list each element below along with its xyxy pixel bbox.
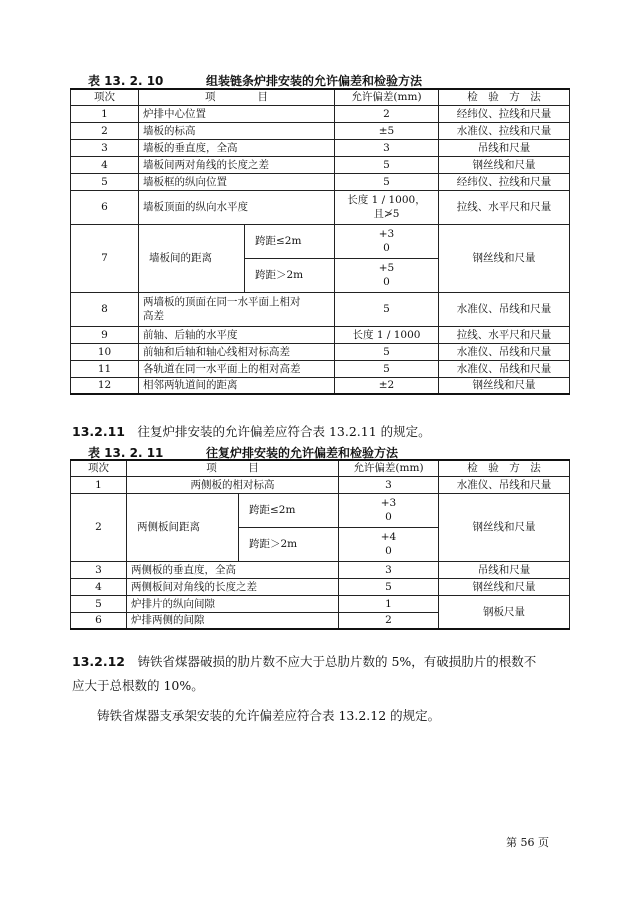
table2-header-item: 项 目	[127, 460, 339, 476]
table2-header-no: 项次	[71, 460, 127, 476]
table1-title: 组装链条炉排安装的允许偏差和检验方法	[206, 74, 423, 88]
row-item: 炉排片的纵向间隙	[127, 595, 339, 612]
row-tolerance: 5	[335, 156, 439, 173]
row-method: 钢丝线和尺量	[439, 156, 570, 173]
row-tolerance: 3	[339, 476, 439, 493]
table-row	[71, 476, 570, 493]
table-row	[71, 578, 570, 595]
row-no: 3	[71, 561, 127, 578]
clause-text: 铸铁省煤器破损的肋片数不应大于总肋片数的 5%，有破损肋片的根数不	[125, 654, 537, 669]
item-line: 高差	[143, 310, 164, 322]
table-row	[71, 105, 570, 122]
table1	[70, 88, 570, 395]
table-row	[71, 493, 570, 527]
table-row	[71, 292, 570, 326]
clause-13-2-11	[72, 420, 572, 444]
row-tolerance: 5	[335, 360, 439, 377]
row-tolerance	[335, 190, 439, 224]
row-method: 水准仪、吊线和尺量	[439, 476, 570, 493]
row-item: 炉排两侧的间隙	[127, 612, 339, 629]
row-method: 钢丝线和尺量	[439, 493, 570, 561]
tolerance-line: 且≯5	[373, 208, 400, 220]
row-item: 墙板的垂直度，全高	[139, 139, 335, 156]
row-method: 水准仪、吊线和尺量	[439, 343, 570, 360]
row-tolerance: 2	[339, 612, 439, 629]
table-row	[71, 360, 570, 377]
row-item: 炉排中心位置	[139, 105, 335, 122]
row-method: 钢丝线和尺量	[439, 578, 570, 595]
row-item: 墙板间的距离	[139, 224, 245, 292]
row-no: 1	[71, 476, 127, 493]
table-row	[71, 173, 570, 190]
row-item: 各轨道在同一水平面上的相对高差	[139, 360, 335, 377]
table-row	[71, 122, 570, 139]
row-no: 5	[71, 173, 139, 190]
row-item: 相邻两轨道间的距离	[139, 377, 335, 394]
row-method: 拉线、水平尺和尺量	[439, 326, 570, 343]
table-row	[71, 561, 570, 578]
row-method: 水准仪、吊线和尺量	[439, 360, 570, 377]
row-tolerance: 5	[335, 343, 439, 360]
row-method: 拉线、水平尺和尺量	[439, 190, 570, 224]
row-no: 10	[71, 343, 139, 360]
clause-number: 13.2.12	[72, 654, 125, 669]
row-method: 钢板尺量	[439, 595, 570, 629]
row-tolerance: 5	[339, 578, 439, 595]
row-method: 经纬仪、拉线和尺量	[439, 105, 570, 122]
table2-header-method: 检 验 方 法	[439, 460, 570, 476]
row-method: 钢丝线和尺量	[439, 377, 570, 394]
tolerance-lower: 0	[383, 242, 390, 254]
row-tolerance: 3	[339, 561, 439, 578]
table-row	[71, 343, 570, 360]
row-tolerance: 2	[335, 105, 439, 122]
table-row	[71, 156, 570, 173]
table1-header-no: 项次	[71, 89, 139, 105]
clause-line	[72, 650, 572, 674]
table-row	[71, 595, 570, 612]
row-item: 前轴和后轴和轴心线相对标高差	[139, 343, 335, 360]
row-tolerance	[339, 493, 439, 527]
table-row	[71, 377, 570, 394]
row-no: 4	[71, 156, 139, 173]
table1-header-item: 项 目	[139, 89, 335, 105]
table-row	[71, 224, 570, 258]
table2	[70, 459, 570, 630]
table1-number: 表 13. 2. 10	[88, 74, 164, 88]
row-no: 1	[71, 105, 139, 122]
row-item: 墙板间两对角线的长度之差	[139, 156, 335, 173]
row-tolerance	[335, 224, 439, 258]
tolerance-upper: +5	[378, 262, 395, 274]
row-tolerance: 3	[335, 139, 439, 156]
table1-header-tol: 允许偏差(mm)	[335, 89, 439, 105]
row-tolerance: ±5	[335, 122, 439, 139]
row-item: 前轴、后轴的水平度	[139, 326, 335, 343]
table2-header-tol: 允许偏差(mm)	[339, 460, 439, 476]
row-no: 4	[71, 578, 127, 595]
row-tolerance: 长度 1 / 1000	[335, 326, 439, 343]
table-row	[71, 326, 570, 343]
tolerance-line: 长度 1 / 1000，	[347, 194, 426, 206]
row-item: 墙板框的纵向位置	[139, 173, 335, 190]
row-no: 2	[71, 493, 127, 561]
clause-line: 应大于总根数的 10%。	[72, 678, 204, 693]
tolerance-lower: 0	[385, 545, 392, 557]
row-item	[139, 292, 335, 326]
clause-line: 铸铁省煤器支承架安装的允许偏差应符合表 13.2.12 的规定。	[72, 708, 441, 723]
row-method: 吊线和尺量	[439, 139, 570, 156]
row-item: 两侧板间距离	[127, 493, 239, 561]
row-tolerance: 5	[335, 292, 439, 326]
row-method: 水准仪、拉线和尺量	[439, 122, 570, 139]
tolerance-lower: 0	[383, 276, 390, 288]
tolerance-lower: 0	[385, 511, 392, 523]
row-no: 6	[71, 190, 139, 224]
row-tolerance: ±2	[335, 377, 439, 394]
table-row	[71, 139, 570, 156]
table2-title: 往复炉排安装的允许偏差和检验方法	[206, 446, 399, 460]
row-no: 8	[71, 292, 139, 326]
row-subitem: 跨距≤2m	[245, 224, 335, 258]
row-method: 水准仪、吊线和尺量	[439, 292, 570, 326]
item-line: 两墙板的顶面在同一水平面上相对	[143, 296, 301, 308]
table1-header-method: 检 验 方 法	[439, 89, 570, 105]
page-number: 第 56 页	[506, 836, 549, 849]
row-method: 吊线和尺量	[439, 561, 570, 578]
clause-number: 13.2.11	[72, 424, 125, 439]
tolerance-upper: +3	[380, 497, 397, 509]
table1-caption	[88, 72, 422, 89]
row-tolerance: 1	[339, 595, 439, 612]
row-subitem: 跨距＞2m	[245, 258, 335, 292]
tolerance-upper: +3	[378, 228, 395, 240]
row-no: 12	[71, 377, 139, 394]
tolerance-upper: +4	[380, 531, 397, 543]
row-no: 9	[71, 326, 139, 343]
table2-number: 表 13. 2. 11	[88, 446, 164, 460]
row-no: 5	[71, 595, 127, 612]
row-subitem: 跨距≤2m	[239, 493, 339, 527]
row-no: 6	[71, 612, 127, 629]
row-tolerance	[339, 527, 439, 561]
row-no: 2	[71, 122, 139, 139]
row-item: 两侧板的相对标高	[127, 476, 339, 493]
row-no: 7	[71, 224, 139, 292]
row-item: 墙板的标高	[139, 122, 335, 139]
row-subitem: 跨距＞2m	[239, 527, 339, 561]
row-item: 两侧板的垂直度，全高	[127, 561, 339, 578]
row-tolerance	[335, 258, 439, 292]
clause-text: 往复炉排安装的允许偏差应符合表 13.2.11 的规定。	[125, 424, 431, 439]
row-method: 经纬仪、拉线和尺量	[439, 173, 570, 190]
clause-13-2-12	[72, 650, 572, 728]
table-row	[71, 190, 570, 224]
row-no: 11	[71, 360, 139, 377]
row-tolerance: 5	[335, 173, 439, 190]
row-method: 钢丝线和尺量	[439, 224, 570, 292]
row-item: 两侧板间对角线的长度之差	[127, 578, 339, 595]
row-item: 墙板顶面的纵向水平度	[139, 190, 335, 224]
row-no: 3	[71, 139, 139, 156]
